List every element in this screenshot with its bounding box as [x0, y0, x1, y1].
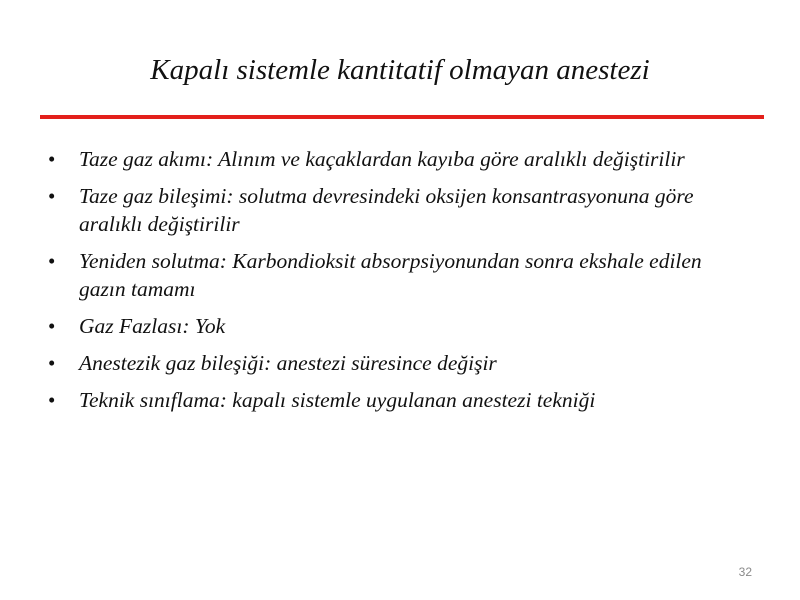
bullet-item	[48, 312, 748, 340]
bullet-item	[48, 386, 748, 414]
bullet-icon: •	[48, 147, 56, 171]
bullet-icon: •	[48, 184, 56, 208]
bullet-text: Anestezik gaz bileşiği: anestezi süresince değişir	[79, 351, 497, 375]
slide-title: Kapalı sistemle kantitatif olmayan anestezi	[150, 54, 650, 86]
bullet-item	[48, 349, 748, 377]
bullet-icon: •	[48, 351, 56, 375]
bullet-text: Teknik sınıflama: kapalı sistemle uygulanan anestezi tekniği	[79, 388, 596, 412]
bullet-icon: •	[48, 388, 56, 412]
bullet-item	[48, 247, 748, 303]
bullet-item	[48, 145, 748, 173]
bullet-text: Gaz Fazlası: Yok	[79, 314, 226, 338]
bullet-icon: •	[48, 314, 56, 338]
bullet-text: Yeniden solutma: Karbondioksit absorpsiyonundan sonra ekshale edilen gazın tamamı	[79, 249, 702, 301]
page-number: 32	[738, 565, 752, 579]
bullet-icon: •	[48, 249, 56, 273]
title-underline	[40, 115, 764, 119]
bullet-list	[48, 145, 748, 423]
bullet-text: Taze gaz bileşimi: solutma devresindeki oksijen konsantrasyonuna göre aralıklı değiştirilir	[79, 184, 694, 236]
bullet-text: Taze gaz akımı: Alınım ve kaçaklardan kayıba göre aralıklı değiştirilir	[79, 147, 685, 171]
bullet-item	[48, 182, 748, 238]
